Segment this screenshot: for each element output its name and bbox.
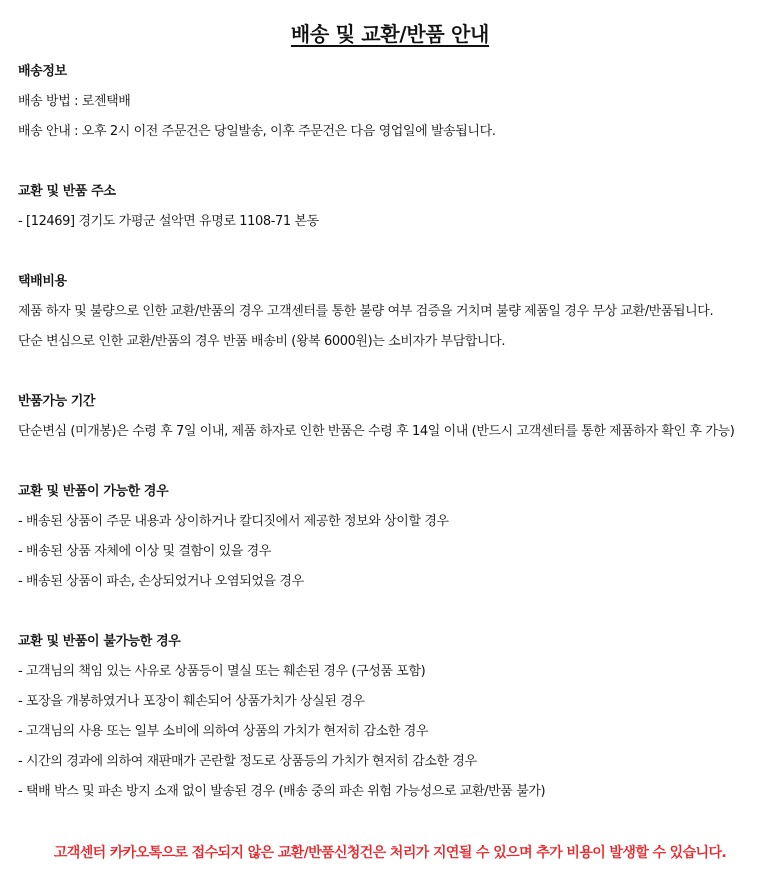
list-item: - 배송된 상품 자체에 이상 및 결함이 있을 경우 [18,544,271,559]
fee-defect-text: 제품 하자 및 불량으로 인한 교환/반품의 경우 고객센터를 통한 불량 여부 검증을 거치며 불량 제품일 경우 무상 교환/반품됩니다. [18,304,714,319]
list-item: - 배송된 상품이 파손, 손상되었거나 오염되었을 경우 [18,574,304,589]
section-heading-impossible: 교환 및 반품이 불가능한 경우 [18,634,181,649]
list-item: - 고객님의 사용 또는 일부 소비에 의하여 상품의 가치가 현저히 감소한 경우 [18,724,429,739]
section-heading-period: 반품가능 기간 [18,394,96,409]
section-heading-possible: 교환 및 반품이 가능한 경우 [18,484,169,499]
shipping-method-text: 배송 방법 : 로젠택배 [18,94,131,109]
list-item: - 포장을 개봉하였거나 포장이 훼손되어 상품가치가 상실된 경우 [18,694,365,709]
section-heading-fee: 택배비용 [18,274,67,289]
fee-change-of-mind-text: 단순 변심으로 인한 교환/반품의 경우 반품 배송비 (왕복 6000원)는 소비자가 부담합니다. [18,334,506,349]
page-title: 배송 및 교환/반품 안내 [290,22,490,46]
kakaotalk-notice: 고객센터 카카오톡으로 접수되지 않은 교환/반품신청건은 처리가 지연될 수 있으며 추가 비용이 발생할 수 있습니다. [53,845,727,861]
list-item: - 배송된 상품이 주문 내용과 상이하거나 칼디짓에서 제공한 정보와 상이할 경우 [18,514,449,529]
section-heading-shipping: 배송정보 [18,64,67,79]
section-heading-address: 교환 및 반품 주소 [18,184,116,199]
list-item: - 시간의 경과에 의하여 재판매가 곤란할 정도로 상품등의 가치가 현저히 감소한 경우 [18,754,477,769]
list-item: - 고객님의 책임 있는 사유로 상품등이 멸실 또는 훼손된 경우 (구성품 포함) [18,664,426,679]
return-period-text: 단순변심 (미개봉)은 수령 후 7일 이내, 제품 하자로 인한 반품은 수령 후 14일 이내 (반드시 고객센터를 통한 제품하자 확인 후 가능) [18,424,735,439]
shipping-guide-text: 배송 안내 : 오후 2시 이전 주문건은 당일발송, 이후 주문건은 다음 영업일에 발송됩니다. [18,124,496,139]
return-address-text: - [12469] 경기도 가평군 설악면 유명로 1108-71 본동 [18,214,319,229]
list-item: - 택배 박스 및 파손 방지 소재 없이 발송된 경우 (배송 중의 파손 위험 가능성으로 교환/반품 불가) [18,784,546,799]
